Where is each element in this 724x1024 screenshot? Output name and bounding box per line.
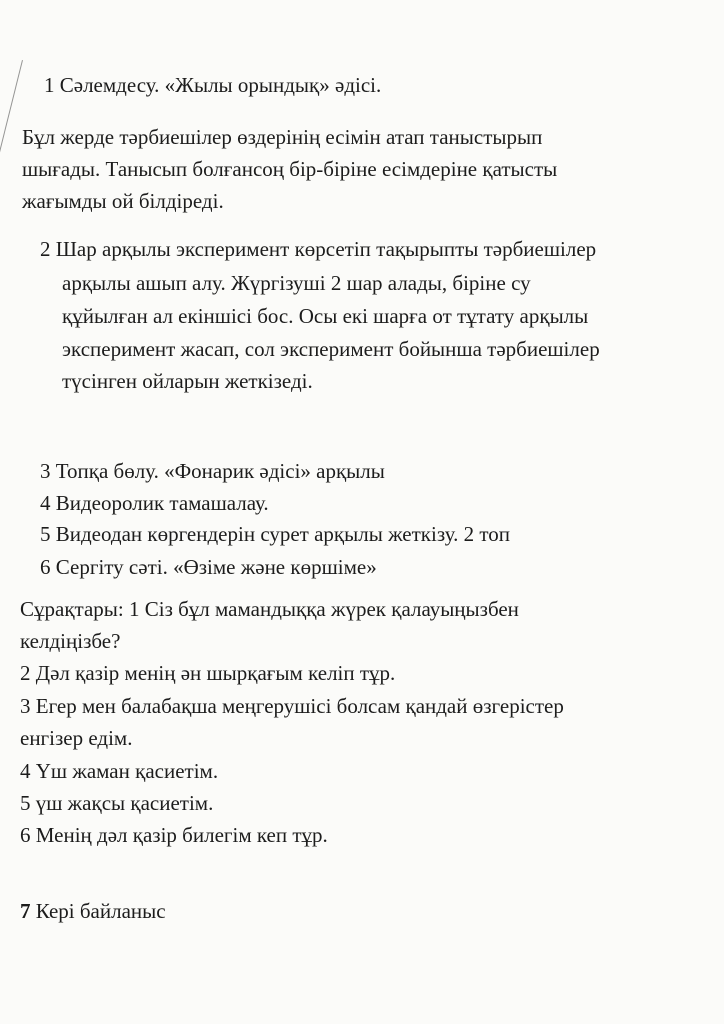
- feedback-number: 7: [20, 899, 31, 923]
- section-1-heading: 1 Сәлемдесу. «Жылы орындық» әдісі.: [44, 73, 382, 97]
- section-2-line-2: арқылы ашып алу. Жүргізуші 2 шар алады, біріне су: [62, 271, 531, 295]
- list-item: 6 Сергіту сәті. «Өзіме және көршіме»: [40, 555, 377, 579]
- section-2-line-4: эксперимент жасап, сол эксперимент бойынша тәрбиешілер: [62, 337, 600, 361]
- list-item: 4 Видеоролик тамашалау.: [40, 491, 269, 515]
- section-2-line-3: құйылған ал екіншісі бос. Осы екі шарға от тұтату арқылы: [62, 304, 589, 328]
- questions-line-6: 4 Үш жаман қасиетім.: [20, 759, 219, 783]
- feedback-line: [20, 898, 166, 924]
- section-2-line-1: 2 Шар арқылы эксперимент көрсетіп тақырыпты тәрбиешілер: [40, 237, 597, 261]
- feedback-text: Кері байланыс: [30, 899, 166, 923]
- questions-line-3: 2 Дәл қазір менің ән шырқағым келіп тұр.: [20, 661, 396, 685]
- questions-line-1: Сұрақтары: 1 Сіз бұл мамандыққа жүрек қалауыңызбен: [20, 597, 519, 621]
- list-item: 3 Топқа бөлу. «Фонарик әдісі» арқылы: [40, 459, 385, 483]
- questions-line-2: келдіңізбе?: [20, 629, 121, 653]
- section-1-line-1: Бұл жерде тәрбиешілер өздерінің есімін атап таныстырып: [22, 125, 543, 149]
- questions-line-7: 5 үш жақсы қасиетім.: [20, 791, 214, 815]
- margin-pen-mark: [0, 60, 23, 196]
- questions-line-4: 3 Егер мен балабақша меңгерушісі болсам қандай өзгерістер: [20, 694, 564, 718]
- list-item: 5 Видеодан көргендерін сурет арқылы жеткізу. 2 топ: [40, 522, 510, 546]
- section-1-line-3: жағымды ой білдіреді.: [22, 189, 224, 213]
- questions-line-8: 6 Менің дәл қазір билегім кеп тұр.: [20, 823, 328, 847]
- questions-line-5: енгізер едім.: [20, 726, 133, 750]
- section-1-line-2: шығады. Танысып болғансоң бір-біріне есімдеріне қатысты: [22, 157, 558, 181]
- section-2-line-5: түсінген ойларын жеткізеді.: [62, 369, 313, 393]
